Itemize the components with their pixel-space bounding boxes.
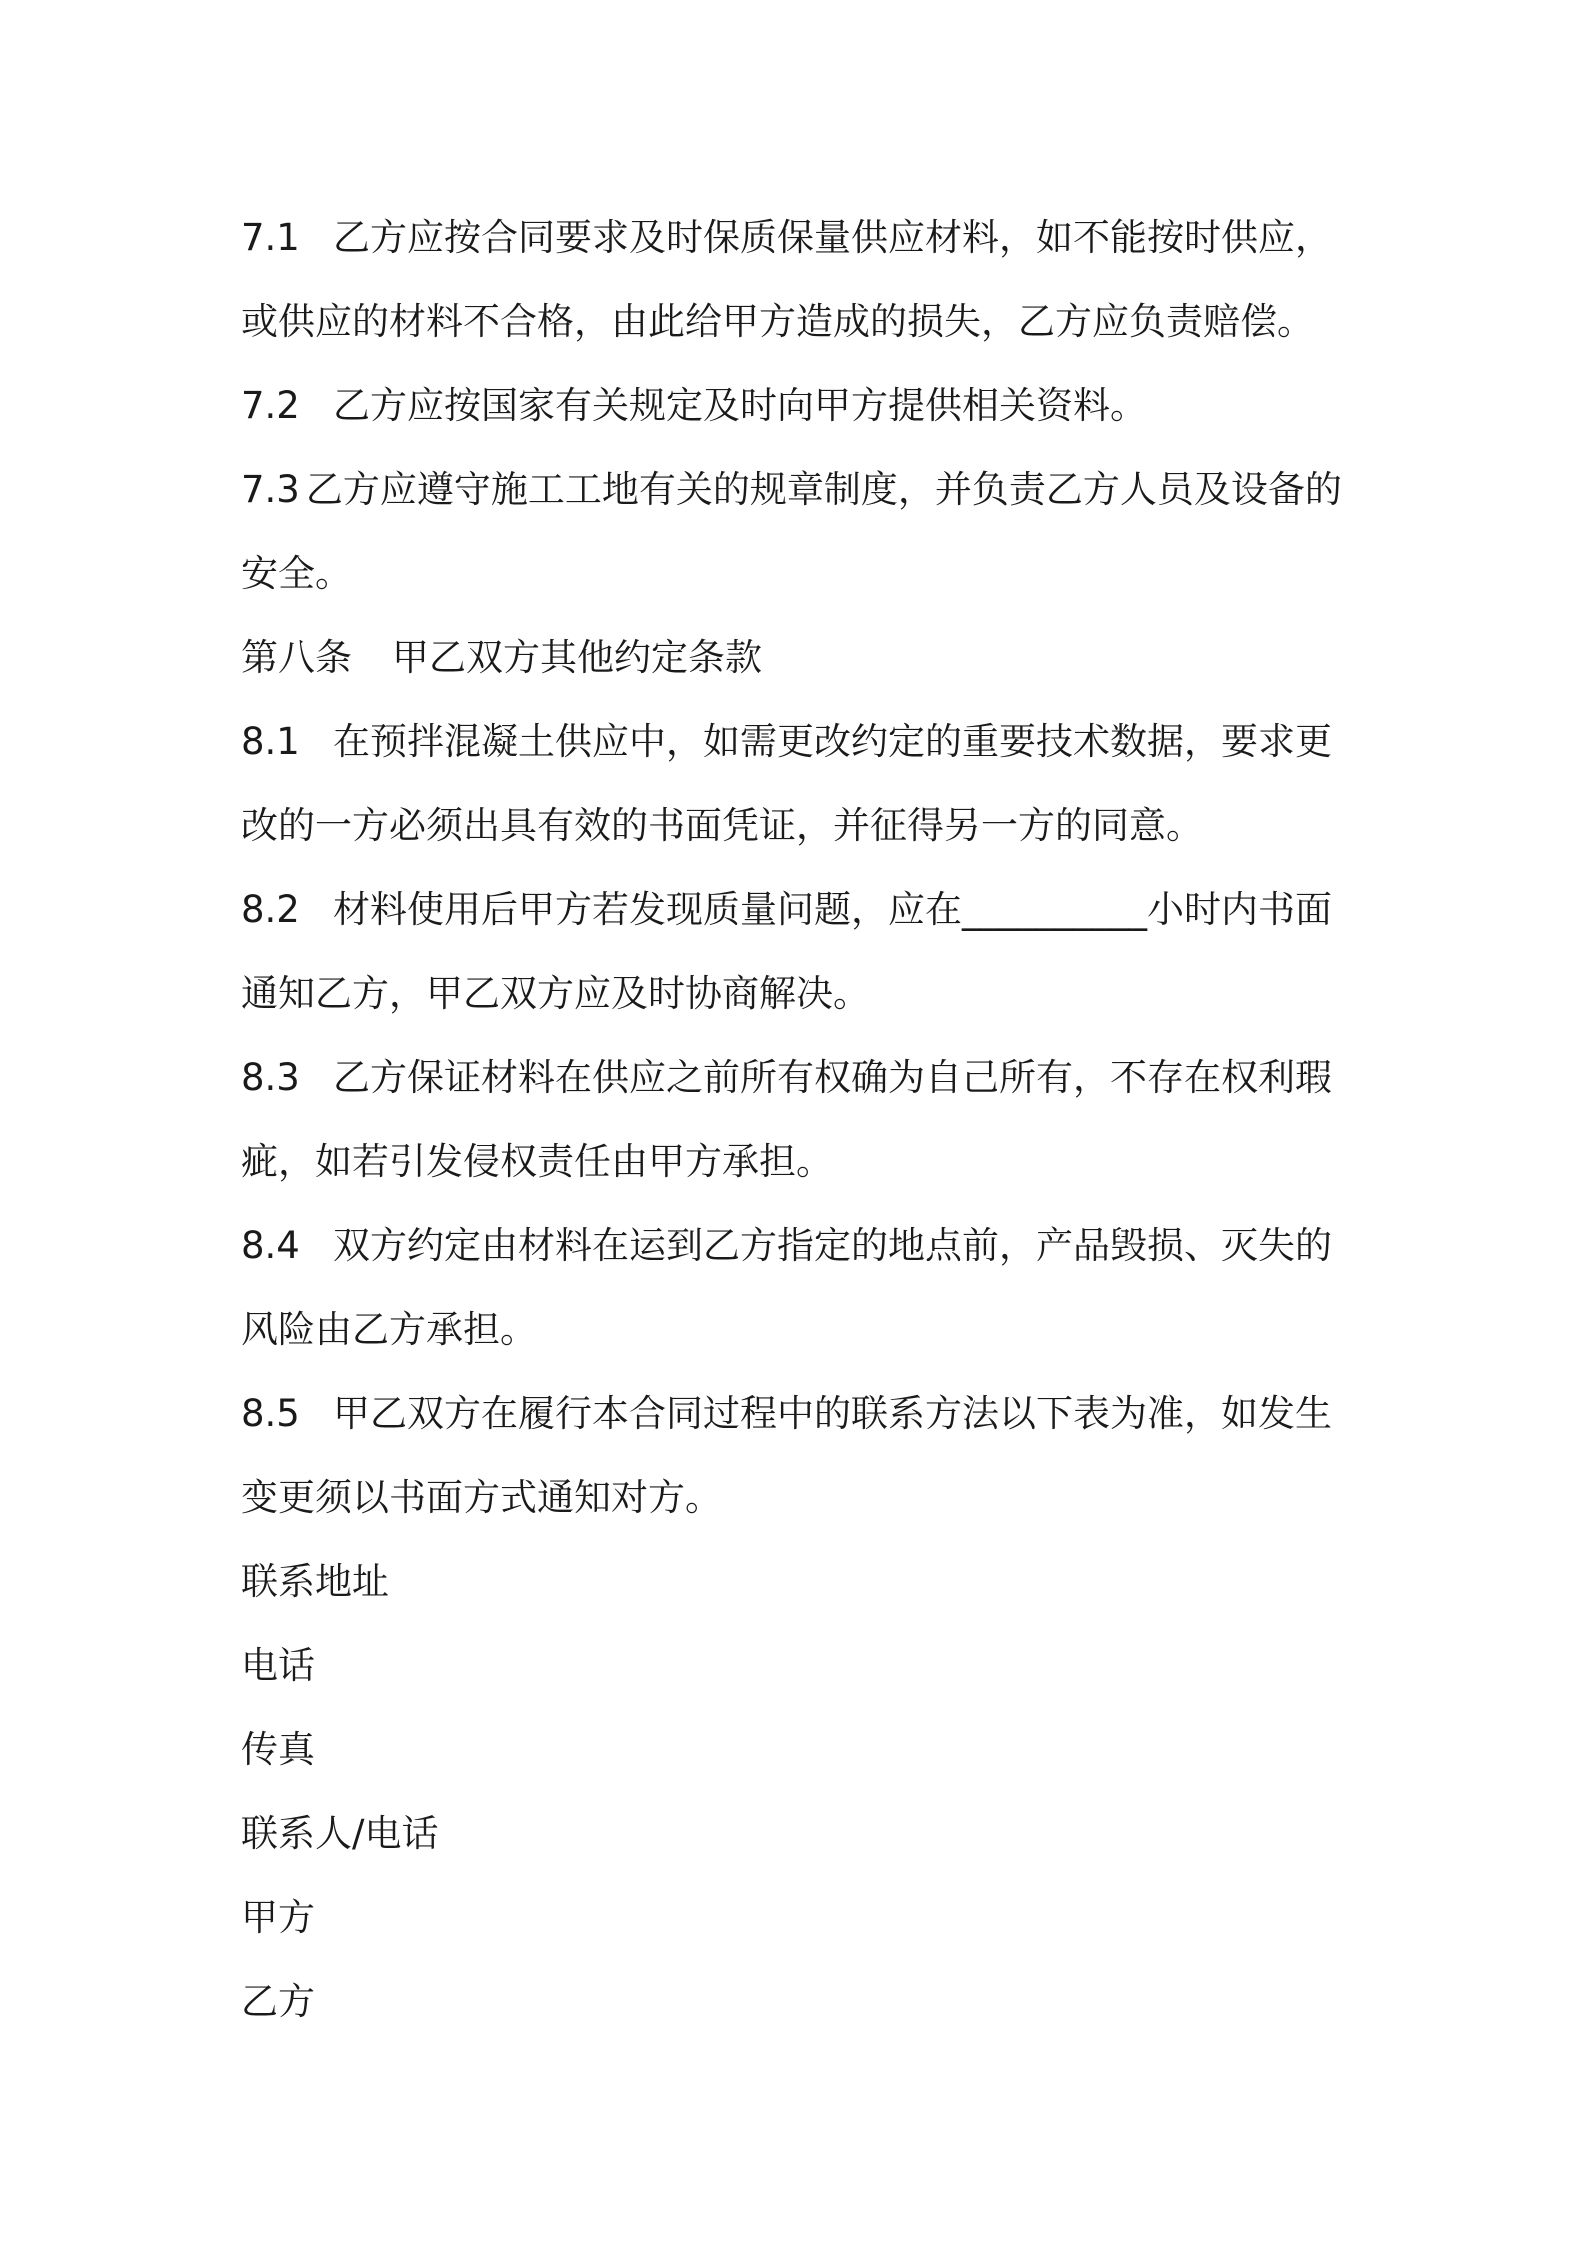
clause-7-2-line-1 [241,364,1361,448]
contact-phone-label: 电话 [241,1644,315,1687]
clause-text: 安全。 [241,552,352,595]
clause-number: 8.4 [241,1224,300,1267]
clause-7-3-line-1 [241,448,1361,532]
clause-7-1-line-1 [241,196,1361,280]
clause-number: 7.1 [241,216,300,259]
party-b-label: 乙方 [241,1980,315,2023]
clause-text: 变更须以书面方式通知对方。 [241,1476,722,1519]
contact-address-label: 联系地址 [241,1560,389,1603]
clause-text: 甲乙双方在履行本合同过程中的联系方法以下表为准，如发生 [333,1392,1332,1435]
clause-text: 乙方应遵守施工工地有关的规章制度，并负责乙方人员及设备的 [305,468,1342,511]
clause-8-1-line-2 [241,784,1361,868]
clause-number: 8.3 [241,1056,300,1099]
clause-8-5-line-2 [241,1456,1361,1540]
party-a-label: 甲方 [241,1896,315,1939]
clause-8-4-line-2 [241,1288,1361,1372]
clause-8-4-line-1 [241,1204,1361,1288]
clause-text: 风险由乙方承担。 [241,1308,537,1351]
clause-7-1-line-2 [241,280,1361,364]
clause-8-3-line-2 [241,1120,1361,1204]
clause-text: 在预拌混凝土供应中，如需更改约定的重要技术数据，要求更 [333,720,1332,763]
clause-7-3-line-2 [241,532,1361,616]
clause-text: 通知乙方，甲乙双方应及时协商解决。 [241,972,870,1015]
clause-8-1-line-1 [241,700,1361,784]
clause-text: 或供应的材料不合格，由此给甲方造成的损失，乙方应负责赔偿。 [241,300,1314,343]
document-body [241,196,1361,2044]
clause-text: 乙方应按国家有关规定及时向甲方提供相关资料。 [333,384,1147,427]
clause-8-3-line-1 [241,1036,1361,1120]
clause-number: 8.5 [241,1392,300,1435]
clause-8-2-line-1 [241,868,1361,952]
article-label: 第八条 [241,636,352,679]
contact-person-label: 联系人/电话 [241,1812,439,1855]
clause-text: 双方约定由材料在运到乙方指定的地点前，产品毁损、灭失的 [333,1224,1332,1267]
clause-number: 8.2 [241,888,300,931]
contact-fax-label: 传真 [241,1728,315,1771]
clause-number: 7.2 [241,384,300,427]
clause-number: 7.3 [241,468,300,511]
clause-8-5-line-1 [241,1372,1361,1456]
clause-text: 疵，如若引发侵权责任由甲方承担。 [241,1140,833,1183]
clause-text: 改的一方必须出具有效的书面凭证，并征得另一方的同意。 [241,804,1203,847]
article-8-heading [241,616,1361,700]
clause-8-2-line-2 [241,952,1361,1036]
clause-text: 乙方保证材料在供应之前所有权确为自己所有，不存在权利瑕 [333,1056,1332,1099]
clause-text: 材料使用后甲方若发现质量问题，应在__________小时内书面 [333,888,1332,931]
article-title: 甲乙双方其他约定条款 [392,636,762,679]
clause-number: 8.1 [241,720,300,763]
clause-text: 乙方应按合同要求及时保质保量供应材料，如不能按时供应， [333,216,1332,259]
